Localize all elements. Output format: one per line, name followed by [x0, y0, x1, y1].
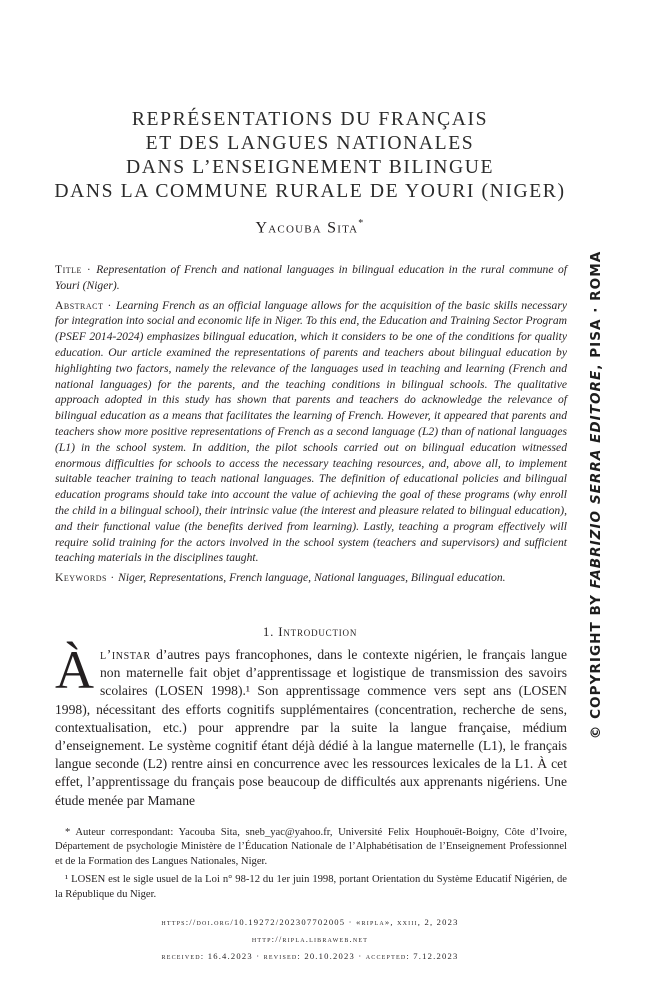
- title-field-label: Title ·: [55, 263, 97, 276]
- section-title: Introduction: [278, 624, 358, 639]
- keywords: [55, 570, 567, 586]
- copyright-notice: [583, 235, 609, 755]
- section-heading: [40, 624, 580, 640]
- keywords-label: Keywords ·: [55, 571, 119, 585]
- intro-text: d’autres pays francophones, dans le contexte nigérien, le français langue non maternelle fait objet d’apprentissage et logistique de transmission des savoirs scolaires (LOSEN 1998).¹ Son apprentissage commence vers sept ans (LOSEN 1998), nécessitant des efforts cognitifs supplémentaires (concentration, recherche de sens, contextualisation, etc.) pour apprendre par la suite la langue française, médium d’enseignement. Le système cognitif étant déjà dédié à la langue maternelle (L1), le français langue seconde (L2) rentre ainsi en concurrence avec les ressources lexicales de la L1. À cet effet, l’apprentissage du français pose beaucoup de difficultés aux apprenants nigériens. Une étude menée par Mamane: [55, 647, 567, 808]
- page-footer: [40, 914, 580, 965]
- abstract-text: Learning French as an official language allows for the acquisition of the basic skills necessary for integration into social and economic life in Niger. To this end, the Education and Training Sector Program (PSEF 2014-2024) emphasizes bilingual education, which it considers to be one of the conditions for quality education. Our article examined the representations of parents and teachers about bilingual education by highlighting two factors, namely the relevance of the languages used in teaching and learning (French and national languages) for the parents, and the teaching conditions in bilingual schools. The qualitative approach adopted in this study has shown that parents and teachers do acknowledge the relevance of bilingual education as a means that facilitates the learning of French. However, it appeared that parents and teachers show more positive representations of French as a second language (L2) than of national languages (L1) in the school system. In addition, the pilot schools carried out on bilingual education witnessed enormous difficulties for schools to access the necessary teaching resources, and, above all, to implement suitable teacher training to teach national languages. The definition of educational policies and bilingual education programs should take into account the value of achieving the goal of these programs (why enroll the child in a bilingual school), their intrinsic value (the interest and pleasure related to bilingual education), and their functional value (the benefits derived from learning). Lastly, teaching a program effectively will require solid training for the actors involved in the school system (teachers and supervisors) and sufficient teaching materials in the disciplines taught.: [55, 298, 567, 565]
- title-line-1: REPRÉSENTATIONS DU FRANÇAIS: [131, 109, 489, 130]
- footnotes: [55, 826, 567, 906]
- author-name: Yacouba Sita: [255, 219, 359, 237]
- abstract-label: Abstract ·: [55, 298, 117, 312]
- footnote-author: * Auteur correspondant: Yacouba Sita, sneb_yac@yahoo.fr, Université Felix Houphouët-Boigny, Côte d’Ivoire, Département de psychologie Ministère de l’Éducation Nationale de l’Alphabétisation de l’Enseignement Professionnel et de la Formation des Langues Nationales, Niger.: [55, 827, 567, 867]
- footer-dates: received: 16.4.2023 · revised: 20.10.2023 · accepted: 7.12.2023: [161, 951, 459, 961]
- title-field-text: Representation of French and national languages in bilingual education in the rural commune of Youri (Niger).: [55, 263, 567, 292]
- copyright-prefix: © COPYRIGHT BY: [588, 588, 604, 740]
- title-line-4: DANS LA COMMUNE RURALE DE YOURI (NIGER): [54, 181, 566, 202]
- abstract: [55, 298, 567, 567]
- intro-lead-words: l’instar: [100, 647, 151, 662]
- section-number: 1.: [262, 624, 279, 639]
- footer-doi[interactable]: https://doi.org/10.19272/202307702005 · «ripla», xxiii, 2, 2023: [161, 917, 459, 927]
- footer-url[interactable]: http://ripla.libraweb.net: [251, 934, 369, 944]
- article-title: [40, 108, 580, 204]
- author-line: [40, 218, 580, 237]
- title-line-2: ET DES LANGUES NATIONALES: [145, 133, 475, 154]
- drop-cap: À: [55, 640, 94, 700]
- copyright-suffix: , PISA · ROMA: [588, 250, 604, 370]
- title-field: [55, 262, 567, 294]
- author-footnote-mark[interactable]: *: [358, 218, 365, 229]
- abstract-block: [55, 262, 567, 590]
- introduction-paragraph: [55, 640, 567, 810]
- footnote-1: ¹ LOSEN est le sigle usuel de la Loi n° 98-12 du 1er juin 1998, portant Orientation du Système Educatif Nigérien, de la République du Niger.: [55, 874, 567, 900]
- keywords-text: Niger, Representations, French language, National languages, Bilingual education.: [118, 571, 506, 585]
- copyright-publisher: FABRIZIO SERRA EDITORE: [588, 369, 604, 589]
- title-line-3: DANS L’ENSEIGNEMENT BILINGUE: [125, 157, 495, 178]
